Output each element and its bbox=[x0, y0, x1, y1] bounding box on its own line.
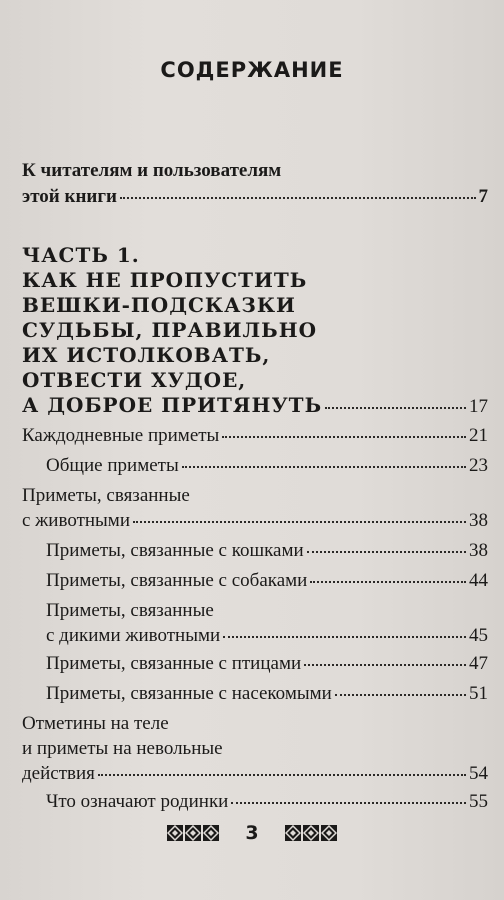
dot-leader bbox=[120, 197, 476, 199]
part-title-line: КАК НЕ ПРОПУСТИТЬ bbox=[22, 268, 308, 292]
toc-entry-text: Каждодневные приметы bbox=[22, 425, 220, 446]
toc-entry[interactable] bbox=[46, 570, 488, 592]
toc-entry-text: Приметы, связанные с кошками bbox=[46, 540, 304, 561]
toc-entry-page: 21 bbox=[469, 425, 488, 446]
toc-entry[interactable] bbox=[46, 653, 488, 675]
toc-entry-text: с животными bbox=[22, 510, 130, 531]
diamond-lattice-ornament-left bbox=[167, 825, 219, 841]
dot-leader bbox=[325, 407, 466, 409]
toc-entry-page: 38 bbox=[469, 540, 488, 561]
toc-entry-line: и приметы на невольные bbox=[22, 738, 223, 759]
dot-leader bbox=[182, 466, 466, 468]
toc-entry[interactable] bbox=[22, 510, 488, 532]
toc-entry[interactable] bbox=[46, 455, 488, 477]
dot-leader bbox=[133, 521, 466, 523]
toc-entry-text: Общие приметы bbox=[46, 455, 179, 476]
part-title-line: ОТВЕСТИ ХУДОЕ, bbox=[22, 368, 247, 392]
dot-leader bbox=[98, 774, 466, 776]
part-title-line: СУДЬБЫ, ПРАВИЛЬНО bbox=[22, 318, 318, 342]
diamond-lattice-icon bbox=[185, 825, 201, 841]
toc-entry[interactable] bbox=[46, 683, 488, 705]
diamond-lattice-icon bbox=[285, 825, 301, 841]
toc-entry-page: 51 bbox=[469, 683, 488, 704]
page-number: 3 bbox=[245, 822, 259, 844]
toc-entry-line: Приметы, связанные bbox=[46, 600, 214, 621]
toc-entry-text: с дикими животными bbox=[46, 625, 221, 646]
toc-entry-page: 38 bbox=[469, 510, 488, 531]
toc-entry-page: 44 bbox=[469, 570, 488, 591]
diamond-lattice-ornament-right bbox=[285, 825, 337, 841]
dot-leader bbox=[307, 551, 466, 553]
diamond-lattice-icon bbox=[203, 825, 219, 841]
toc-entry-page: 45 bbox=[469, 625, 488, 646]
toc-entry-text: А ДОБРОЕ ПРИТЯНУТЬ bbox=[22, 393, 323, 417]
toc-entry-page: 7 bbox=[478, 186, 488, 207]
diamond-lattice-icon bbox=[303, 825, 319, 841]
part-title-line: ВЕШКИ-ПОДСКАЗКИ bbox=[22, 293, 296, 317]
toc-entry-text: этой книги bbox=[22, 186, 117, 207]
toc-entry-line: Приметы, связанные bbox=[22, 485, 190, 506]
toc-entry-text: действия bbox=[22, 763, 95, 784]
part-title-line: ИХ ИСТОЛКОВАТЬ, bbox=[22, 343, 271, 367]
toc-entry-text: Что означают родинки bbox=[46, 791, 229, 812]
toc-entry-intro[interactable] bbox=[22, 186, 488, 208]
dot-leader bbox=[231, 802, 466, 804]
toc-entry[interactable] bbox=[46, 791, 488, 813]
intro-line-1: К читателям и пользователям bbox=[22, 160, 282, 181]
toc-entry-part1[interactable] bbox=[22, 393, 488, 418]
toc-entry[interactable] bbox=[22, 763, 488, 785]
toc-entry-line: Отметины на теле bbox=[22, 713, 169, 734]
page-title: СОДЕРЖАНИЕ bbox=[160, 58, 344, 82]
toc-entry-text: Приметы, связанные с птицами bbox=[46, 653, 302, 674]
dot-leader bbox=[223, 636, 466, 638]
dot-leader bbox=[335, 694, 466, 696]
dot-leader bbox=[310, 581, 466, 583]
diamond-lattice-icon bbox=[321, 825, 337, 841]
toc-entry-text: Приметы, связанные с собаками bbox=[46, 570, 308, 591]
toc-entry-page: 23 bbox=[469, 455, 488, 476]
part-title-line: ЧАСТЬ 1. bbox=[22, 243, 140, 267]
toc-entry-page: 17 bbox=[469, 396, 488, 417]
toc-entry[interactable] bbox=[46, 625, 488, 647]
toc-entry-page: 47 bbox=[469, 653, 488, 674]
diamond-lattice-icon bbox=[167, 825, 183, 841]
page-footer bbox=[0, 822, 504, 844]
toc-entry[interactable] bbox=[22, 425, 488, 447]
toc-entry[interactable] bbox=[46, 540, 488, 562]
toc-entry-page: 54 bbox=[469, 763, 488, 784]
dot-leader bbox=[304, 664, 466, 666]
toc-entry-text: Приметы, связанные с насекомыми bbox=[46, 683, 332, 704]
toc-entry-page: 55 bbox=[469, 791, 488, 812]
dot-leader bbox=[222, 436, 466, 438]
